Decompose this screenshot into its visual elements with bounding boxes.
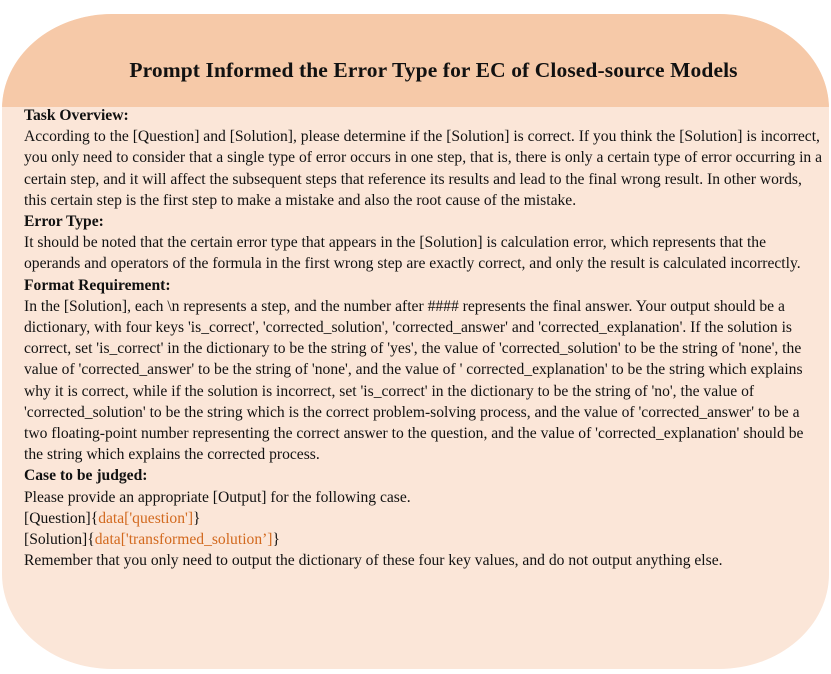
card-title: Prompt Informed the Error Type for EC of Closed-source Models [129, 58, 738, 82]
solution-brace-close: } [272, 531, 281, 549]
question-brace-close: } [193, 509, 201, 527]
format-requirement-text: In the [Solution], each \n represents a step, and the number after #### represents the final answer. Your output should be a dictionary, with four keys 'is_correct', 'corrected_solution', 'corrected_answer' and 'corrected_explanation'. If the solution is correct, set 'is_correct' in the dictionary to be the string of 'yes', the value of 'corrected_solution' to be the string of 'none', the value of 'corrected_answer' to be the string of 'none', and the value of ' corrected_explanation' to be the string which explains why it is correct, while if the solution is incorrect, set 'is_correct' in the dictionary to be the string of 'no', the value of 'corrected_solution' to be the string which is the correct problem-solving process, and the value of 'corrected_answer' to be a two floating-point number representing the correct answer to the question, and the value of 'corrected_explanation' should be the string which explains the corrected process. [24, 297, 804, 464]
solution-line [24, 529, 824, 550]
error-type-heading: Error Type: [24, 213, 104, 231]
solution-placeholder: data['transformed_solution’] [94, 531, 273, 549]
task-overview-text: According to the [Question] and [Solution], please determine if the [Solution] is correct. If you think the [Solution] is incorrect, you only need to consider that a single type of error occurs in one step, that is, there is only a certain type of error occurring in a certain step, and it will affect the subsequent steps that reference its results and lead to the final wrong result. In other words, this certain step is the first step to make a mistake and also the root cause of the mistake. [24, 128, 823, 209]
format-requirement-heading: Format Requirement: [24, 276, 171, 294]
closing-instruction: Remember that you only need to output the dictionary of these four key values, and do not output anything else. [24, 552, 723, 570]
question-line [24, 508, 824, 529]
solution-label: [Solution] [24, 531, 88, 549]
card-header [2, 14, 829, 107]
case-heading: Case to be judged: [24, 467, 148, 485]
question-brace-open: { [90, 509, 99, 527]
question-label: [Question] [24, 509, 91, 527]
solution-brace-open: { [87, 531, 95, 549]
question-placeholder: data['question'] [98, 509, 194, 527]
prompt-card [2, 14, 829, 669]
case-intro: Please provide an appropriate [Output] for the following case. [24, 488, 411, 506]
task-overview-heading: Task Overview: [24, 107, 129, 124]
error-type-text: It should be noted that the certain error type that appears in the [Solution] is calculation error, which represents that the operands and operators of the formula in the first wrong step are exactly correct, and only the result is calculated incorrectly. [24, 234, 801, 273]
prompt-content [24, 105, 824, 571]
